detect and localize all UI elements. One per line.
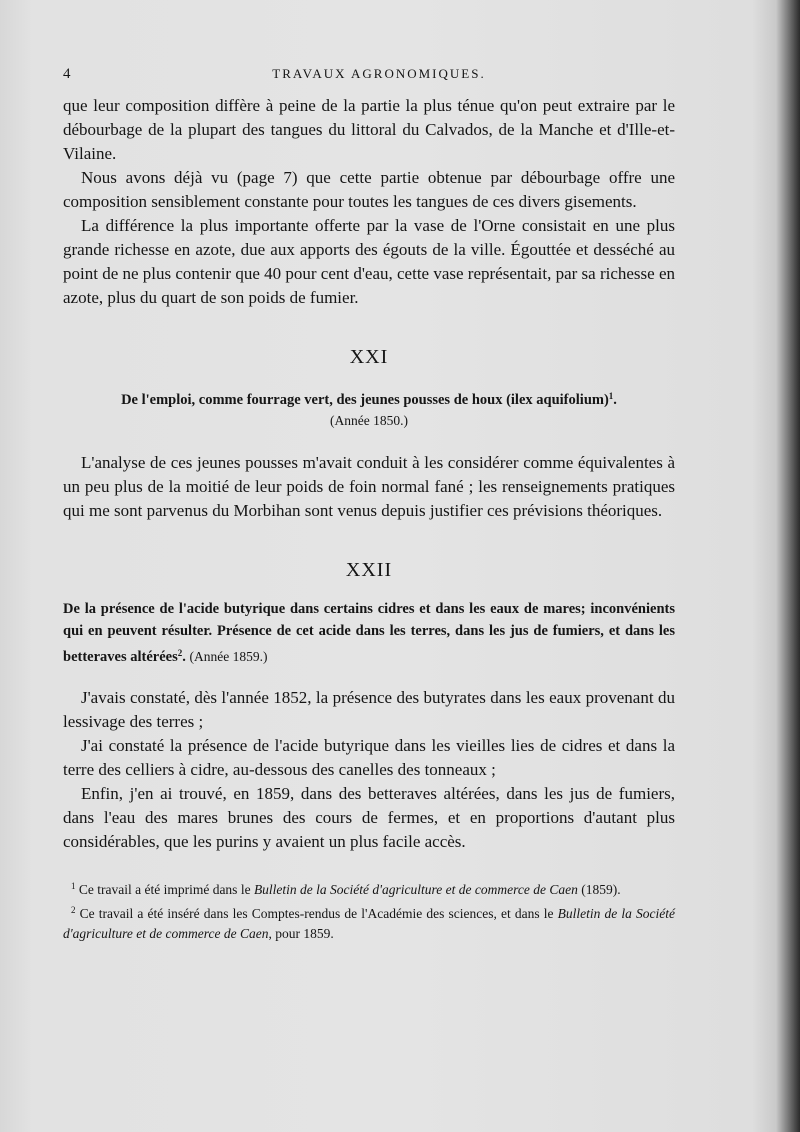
section-title-xxi: De l'emploi, comme fourrage vert, des jeunes pousses de houx (ilex aquifolium)$^1$.: [121, 391, 617, 408]
section-year-xxii: (Année 1859.): [189, 649, 268, 664]
footnote-2-journal: Bulletin de la Société d'agriculture et de commerce de Caen: [63, 906, 676, 941]
section-year-xxi: (Année 1850.): [330, 413, 408, 428]
footnote-2-text-a: Ce travail a été inséré dans les Comptes-rendus de l'Académie des sciences, et dans le: [79, 906, 558, 921]
running-title: TRAVAUX AGRONOMIQUES.: [272, 66, 486, 81]
intro-paragraph-1: que leur composition diffère à peine de la partie la plus ténue qu'on peut extraire par le débourbage de la plupart des tangues du littoral du Calvados, de la Manche et d'Ille-et-Vilaine.: [63, 96, 675, 163]
footnote-2-text-b: , pour 1859.: [268, 926, 334, 941]
footnote-ref-2: 2: [177, 648, 183, 658]
footnote-1-journal: Bulletin de la Société d'agriculture et de commerce de Caen: [253, 882, 578, 897]
footnote-2: [63, 900, 675, 944]
footnote-1-mark: 1: [71, 881, 76, 891]
section-xxi-body: L'analyse de ces jeunes pousses m'avait conduit à les considérer comme équivalentes à un peu plus de la moitié de leur poids de foin normal fané ; les renseignements pratiques qui me sont parvenus du Morbihan sont venus depuis justifier ces prévisions théoriques.: [63, 453, 675, 520]
section-xxii-paragraph-1: J'avais constaté, dès l'année 1852, la présence des butyrates dans les eaux provenant du lessivage des terres ;: [63, 688, 675, 731]
page-number: 4: [63, 66, 73, 82]
section-title-xxii: De la présence de l'acide butyrique dans certains cidres et dans les eaux de mares; inconvénients qui en peuvent résulter. Présence de cet acide dans les terres, dans les jus de fumiers, et dans les betteraves altérées$^2$. (Année 1859.): [63, 601, 675, 665]
section-xxii-paragraph-2: J'ai constaté la présence de l'acide butyrique dans les vieilles lies de cidres et dans la terre des celliers à cidre, au-dessous des canelles des tonneaux ;: [63, 736, 675, 779]
footnote-1-text-a: Ce travail a été imprimé dans le: [78, 882, 254, 897]
section-title-xxi-text: De l'emploi, comme fourrage vert, des jeunes pousses de houx (ilex aquifolium): [121, 392, 609, 408]
intro-paragraph-3: La différence la plus importante offerte par la vase de l'Orne consistait en une plus grande richesse en azote, due aux apports des égouts de la ville. Égouttée et desséché au point de ne plus contenir que 40 pour cent d'eau, cette vase représentait, par sa richesse en azote, plus du quart de son poids de fumier.: [63, 216, 675, 307]
section-number-xxi: XXI: [349, 346, 389, 368]
section-number-xxii: XXII: [345, 559, 393, 581]
intro-paragraph-2: Nous avons déjà vu (page 7) que cette partie obtenue par débourbage offre une composition sensiblement constante pour toutes les tangues de ces divers gisements.: [63, 168, 675, 211]
footnote-ref-1: 1: [608, 391, 614, 401]
page-content: [63, 66, 675, 944]
footnote-1-text-b: (1859).: [577, 882, 621, 897]
footnote-1: [63, 876, 675, 900]
footnotes: [63, 876, 675, 944]
footnote-2-mark: 2: [71, 905, 76, 915]
running-head: [63, 66, 675, 88]
section-title-xxii-text: De la présence de l'acide butyrique dans certains cidres et dans les eaux de mares; inconvénients qui en peuvent résulter. Présence de cet acide dans les terres, dans les jus de fumiers, et dans les betteraves altérées: [63, 601, 675, 665]
section-xxii-paragraph-3: Enfin, j'en ai trouvé, en 1859, dans des betteraves altérées, dans les jus de fumiers, dans l'eau des mares brunes des cours de fermes, et en proportions d'autant plus considérables, que les purins y avaient un plus facile accès.: [63, 784, 675, 851]
